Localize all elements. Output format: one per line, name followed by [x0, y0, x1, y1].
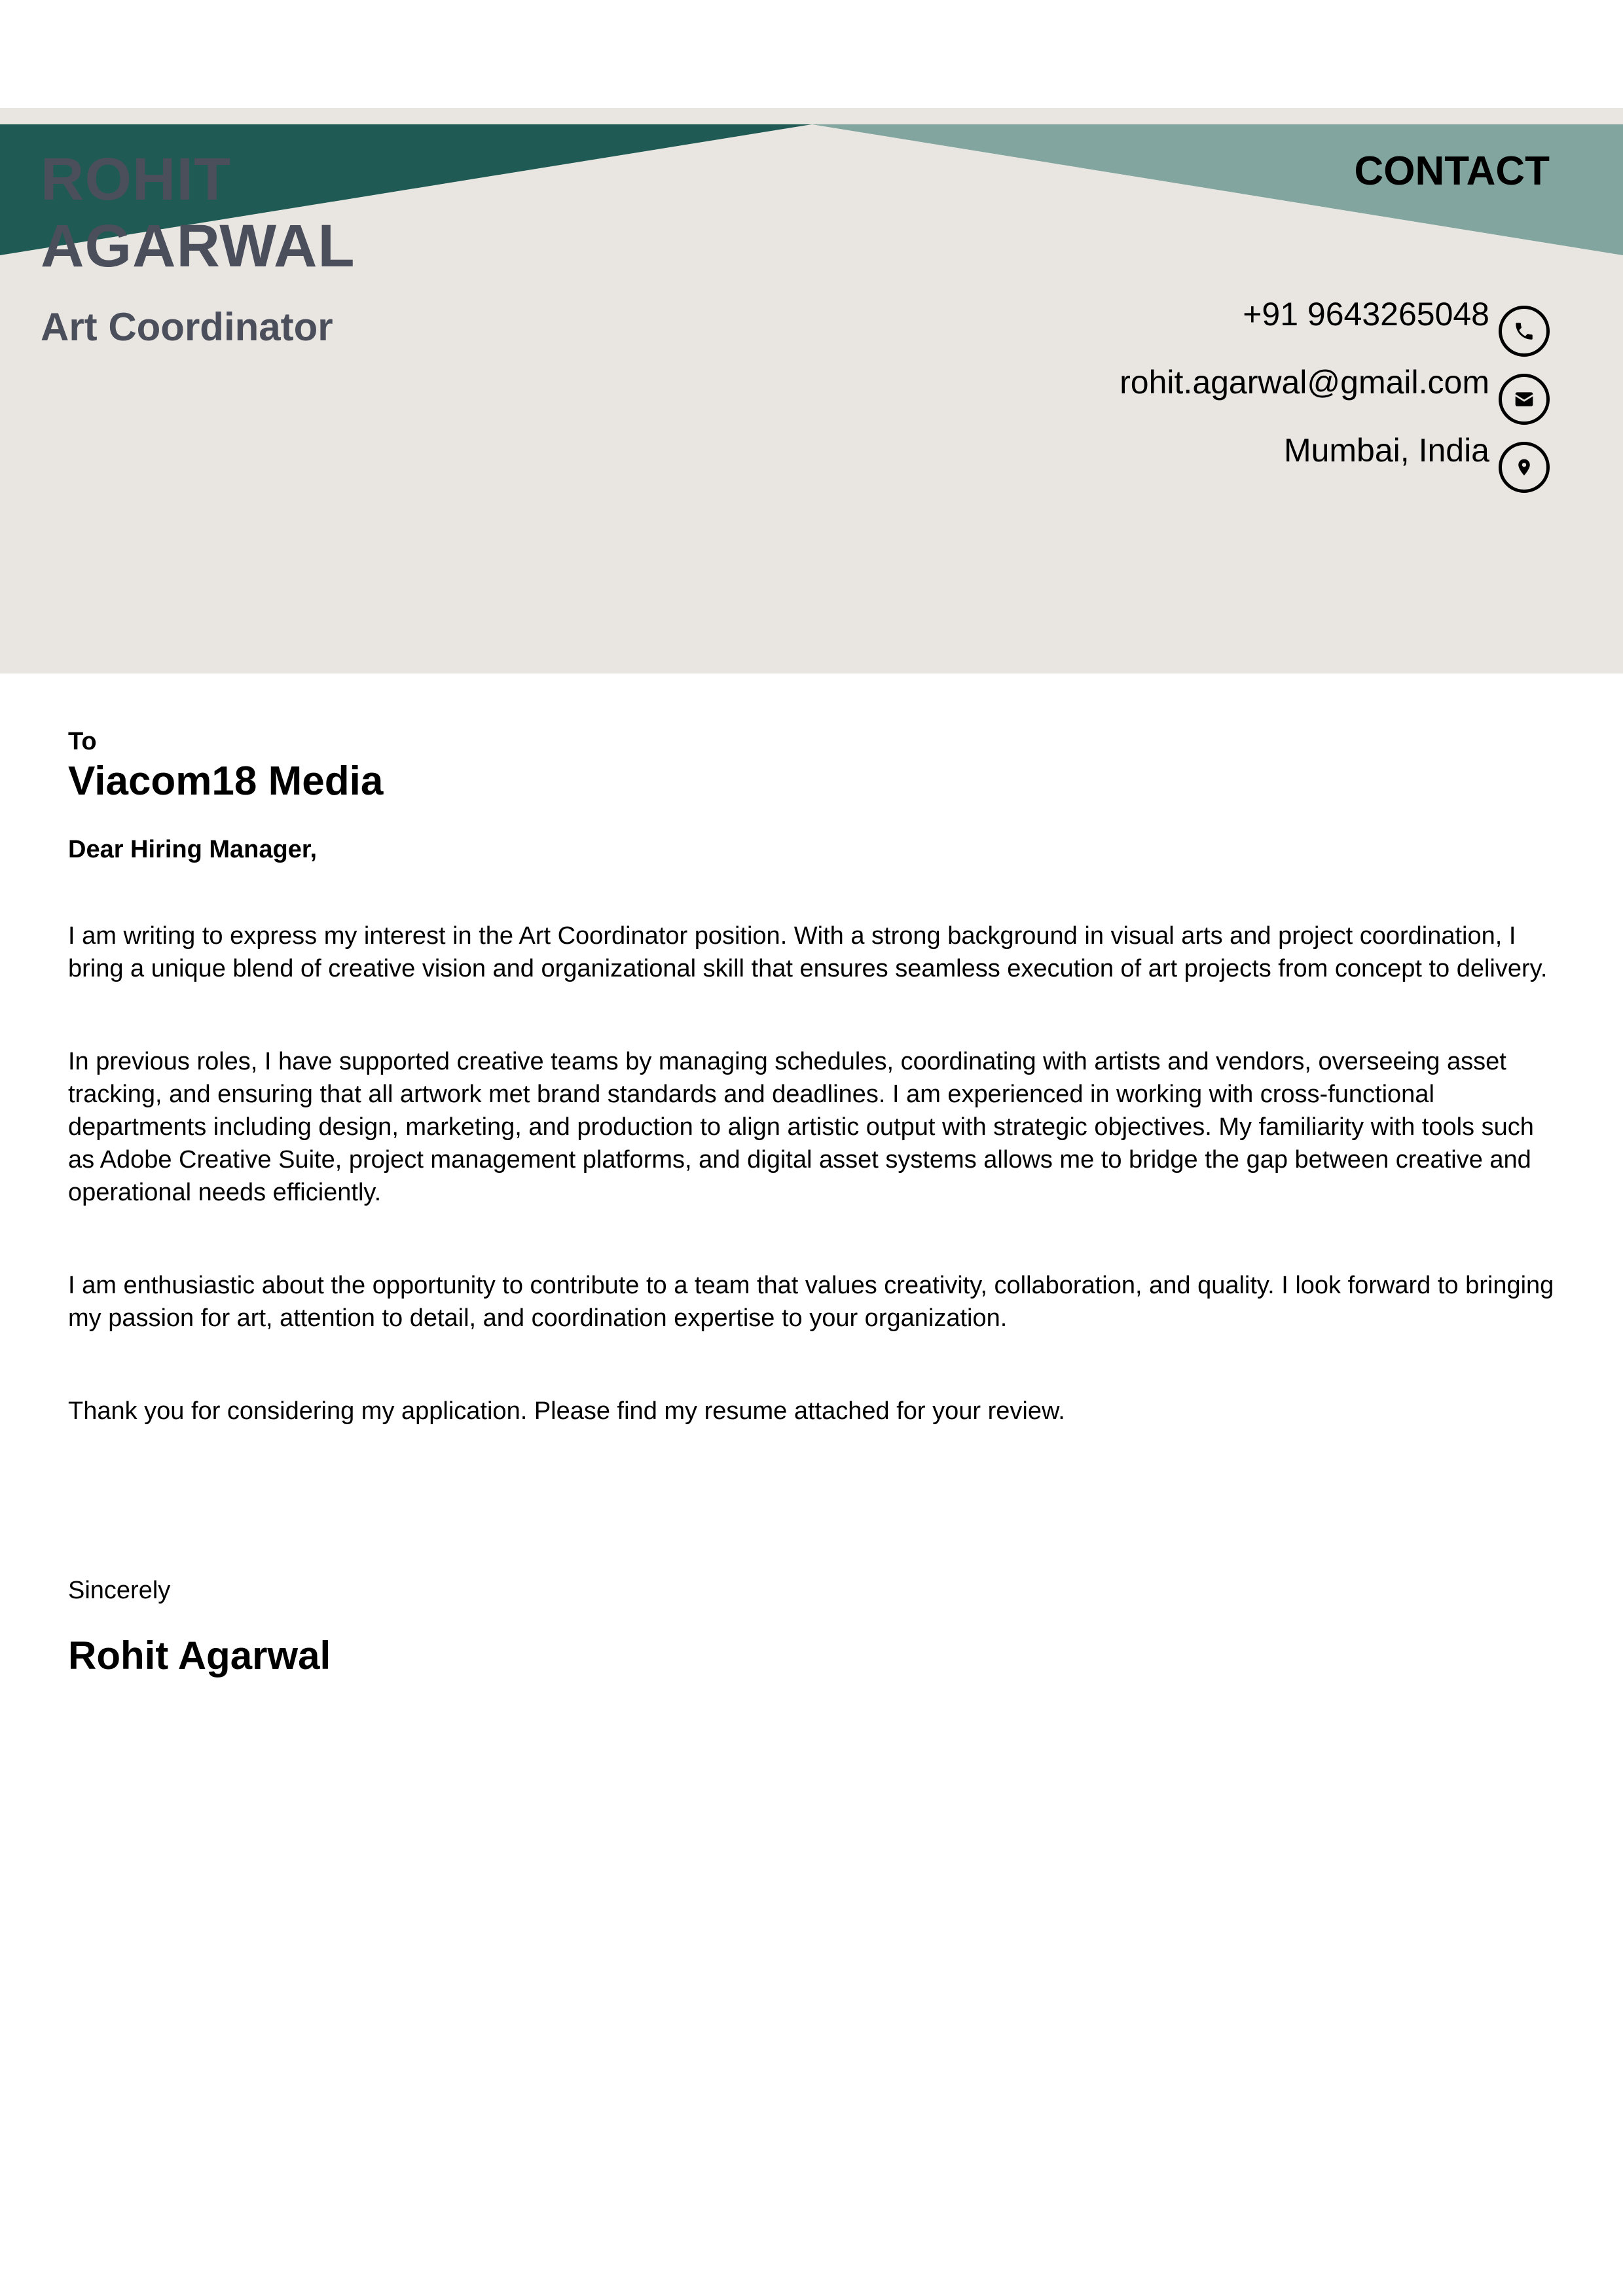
- first-name: ROHIT: [41, 146, 232, 213]
- last-name: AGARWAL: [41, 213, 356, 279]
- email-address[interactable]: rohit.agarwal@gmail.com: [1120, 364, 1489, 401]
- recipient-company: Viacom18 Media: [68, 759, 384, 804]
- contact-heading: CONTACT: [1354, 149, 1550, 194]
- location-pin-icon: [1499, 442, 1550, 493]
- paragraph: I am enthusiastic about the opportunity to contribute to a team that values creativity, collaboration, and quality. I look forward to bringing my passion for art, attention to detail, and coordination expertise to your organization.: [68, 1272, 1554, 1332]
- sign-off: Sincerely: [68, 1577, 171, 1604]
- location: Mumbai, India: [1283, 432, 1489, 469]
- recipient-label: To: [68, 728, 97, 755]
- envelope-icon: [1499, 374, 1550, 425]
- name-block: [41, 146, 356, 350]
- paragraph: In previous roles, I have supported creative teams by managing schedules, coordinating with artists and vendors, overseeing asset tracking, and ensuring that all artwork met brand standards and deadlines. I am experienced in working with cross-functional departments including design, marketing, and production to align artistic output with strategic objectives. My familiarity with tools such as Adobe Creative Suite, project management platforms, and digital asset systems allows me to bridge the gap between creative and operational needs efficiently.: [68, 1048, 1534, 1206]
- signature-name: Rohit Agarwal: [68, 1634, 331, 1677]
- paragraph: Thank you for considering my application. Please find my resume attached for your review.: [68, 1397, 1065, 1425]
- paragraph: I am writing to express my interest in the Art Coordinator position. With a strong background in visual arts and project coordination, I bring a unique blend of creative vision and organizational skill that ensures seamless execution of art projects from concept to delivery.: [68, 922, 1548, 982]
- job-title: Art Coordinator: [41, 305, 333, 349]
- phone-number[interactable]: +91 9643265048: [1243, 296, 1489, 332]
- phone-icon: [1499, 306, 1550, 357]
- salutation: Dear Hiring Manager,: [68, 836, 318, 863]
